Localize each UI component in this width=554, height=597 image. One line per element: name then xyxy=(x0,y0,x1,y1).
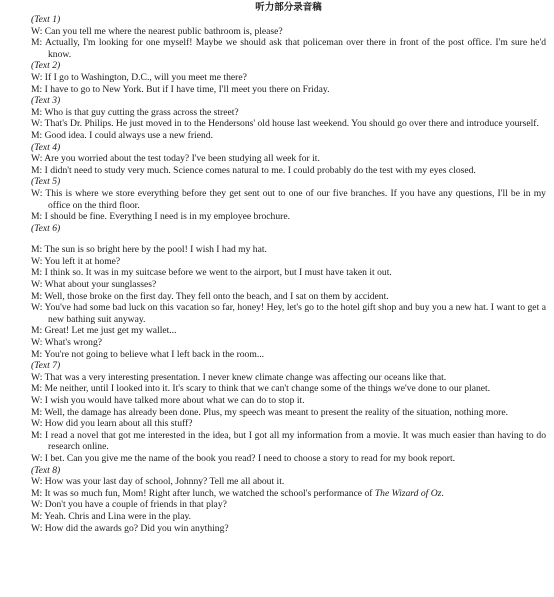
dialogue-text: What about your sunglasses? xyxy=(44,279,157,291)
dialogue-line xyxy=(31,302,546,325)
dialogue-line xyxy=(31,153,546,165)
speaker-label: M: xyxy=(31,510,43,522)
dialogue-text: You've had some bad luck on this vacation so far, honey! Hey, let's go to the hotel gift shop and buy you a new hat. I want to get a new bathing suit anyway. xyxy=(44,302,546,325)
speaker-label: M: xyxy=(31,290,43,302)
document-title: 听力部分录音稿 xyxy=(255,2,322,13)
dialogue-line xyxy=(31,476,546,488)
dialogue-text: Great! Let me just get my wallet... xyxy=(44,325,177,337)
transcript-section xyxy=(31,360,546,464)
section-label: (Text 5) xyxy=(31,176,61,188)
dialogue-text: Can you tell me where the nearest public bathroom is, please? xyxy=(44,25,283,37)
speaker-label: W: xyxy=(31,418,43,430)
dialogue-text: I think so. It was in my suitcase before we went to the airport, but I must have taken it out. xyxy=(44,267,392,279)
dialogue-line xyxy=(31,130,546,142)
dialogue-line xyxy=(31,523,546,535)
dialogue-line xyxy=(31,511,546,523)
dialogue-line xyxy=(31,279,546,291)
transcript-body xyxy=(31,14,546,534)
speaker-label: M: xyxy=(31,244,43,256)
speaker-label: M: xyxy=(31,129,43,141)
section-spacer xyxy=(31,234,546,244)
dialogue-line xyxy=(31,499,546,511)
speaker-label: M: xyxy=(31,348,43,360)
dialogue-text: I wish you would have talked more about what we can do to stop it. xyxy=(44,395,305,406)
speaker-label: W: xyxy=(31,187,43,199)
dialogue-text: You left it at home? xyxy=(44,255,121,267)
transcript-section xyxy=(31,14,546,60)
dialogue-text: That was a very interesting presentation. I never knew climate change was affecting our oceans like that. xyxy=(44,371,447,383)
speaker-label: M: xyxy=(31,325,43,337)
dialogue-line xyxy=(31,349,546,361)
dialogue-line xyxy=(31,383,546,395)
dialogue-text: Well, those broke on the first day. They fell onto the beach, and I sat on them by accident. xyxy=(44,290,389,302)
section-label: (Text 2) xyxy=(31,60,61,72)
dialogue-line xyxy=(31,107,546,119)
speaker-label: W: xyxy=(31,118,43,130)
section-label: (Text 4) xyxy=(31,141,61,153)
dialogue-line xyxy=(31,395,546,407)
speaker-label: M: xyxy=(31,406,43,418)
speaker-label: W: xyxy=(31,499,43,511)
dialogue-line xyxy=(31,488,546,500)
dialogue-text: The sun is so bright here by the pool! I wish I had my hat. xyxy=(44,244,267,256)
transcript-section xyxy=(31,465,546,535)
dialogue-line xyxy=(31,84,546,96)
dialogue-line xyxy=(31,291,546,303)
dialogue-line xyxy=(31,256,546,268)
dialogue-text: Don't you have a couple of friends in that play? xyxy=(44,499,227,511)
speaker-label: M: xyxy=(31,429,43,441)
dialogue-text: Good idea. I could always use a new friend. xyxy=(44,129,213,141)
dialogue-line xyxy=(31,211,546,223)
dialogue-text: I have to go to New York. But if I have time, I'll meet you there on Friday. xyxy=(44,83,330,95)
speaker-label: W: xyxy=(31,337,43,349)
dialogue-text: Well, the damage has already been done. Plus, my speech was meant to present the reality of the situation, nothing more. xyxy=(44,406,509,418)
dialogue-line xyxy=(31,26,546,38)
dialogue-line xyxy=(31,37,546,60)
speaker-label: W: xyxy=(31,25,43,37)
dialogue-line xyxy=(31,72,546,84)
dialogue-text: I read a novel that got me interested in the idea, but I got all my information from a movie. It was much easier than having to do research online. xyxy=(44,429,546,453)
dialogue-line xyxy=(31,453,546,465)
speaker-label: W: xyxy=(31,476,43,488)
section-label: (Text 6) xyxy=(31,222,61,234)
speaker-label: W: xyxy=(31,371,43,383)
dialogue-text: Are you worried about the test today? I've been studying all week for it. xyxy=(44,153,320,165)
speaker-label: W: xyxy=(31,153,43,165)
dialogue-text: It was so much fun, Mom! Right after lunch, we watched the school's performance of xyxy=(44,487,375,499)
dialogue-text: This is where we store everything before they get sent out to one of our five branches. If you have any questions, I'll be in my office on the third floor. xyxy=(45,187,546,211)
section-label: (Text 3) xyxy=(31,95,61,107)
dialogue-text: How did you learn about all this stuff? xyxy=(44,418,193,430)
speaker-label: M: xyxy=(31,383,43,395)
dialogue-line xyxy=(31,337,546,349)
transcript-section xyxy=(31,95,546,141)
play-title: The Wizard of Oz xyxy=(374,487,442,499)
transcript-section xyxy=(31,176,546,222)
dialogue-text: I bet. Can you give me the name of the book you read? I need to choose a story to read for my book report. xyxy=(44,452,456,464)
speaker-label: M: xyxy=(31,267,43,279)
speaker-label: W: xyxy=(31,522,43,534)
speaker-label: W: xyxy=(31,302,43,314)
dialogue-line xyxy=(31,372,546,384)
dialogue-line xyxy=(31,407,546,419)
dialogue-text: What's wrong? xyxy=(44,337,103,349)
dialogue-line xyxy=(31,418,546,430)
speaker-label: M: xyxy=(31,164,43,176)
dialogue-line xyxy=(31,244,546,256)
speaker-label: M: xyxy=(31,106,43,118)
dialogue-text: Who is that guy cutting the grass across the street? xyxy=(44,106,239,118)
speaker-label: M: xyxy=(31,37,43,49)
dialogue-text: I didn't need to study very much. Science comes natural to me. I could probably do the test with my eyes closed. xyxy=(44,164,476,176)
transcript-section xyxy=(31,142,546,177)
dialogue-text: Actually, I'm looking for one myself! Maybe we should ask that policeman over there in front of the post office. I'm sure he'd know. xyxy=(45,37,546,60)
dialogue-line xyxy=(31,430,546,453)
dialogue-text: I should be fine. Everything I need is in my employee brochure. xyxy=(44,211,290,223)
dialogue-text: How did the awards go? Did you win anything? xyxy=(44,522,229,534)
dialogue-text: If I go to Washington, D.C., will you meet me there? xyxy=(44,71,247,83)
speaker-label: W: xyxy=(31,279,43,291)
dialogue-text: Yeah. Chris and Lina were in the play. xyxy=(44,510,192,522)
speaker-label: M: xyxy=(31,487,43,499)
section-label: (Text 8) xyxy=(31,464,61,476)
speaker-label: M: xyxy=(31,83,43,95)
dialogue-line xyxy=(31,325,546,337)
dialogue-line xyxy=(31,118,546,130)
speaker-label: W: xyxy=(31,452,43,464)
dialogue-text: That's Dr. Philips. He just moved in to the Hendersons' old house last weekend. You should go over there and introduce yourself. xyxy=(44,118,539,130)
section-label: (Text 7) xyxy=(31,360,61,372)
speaker-label: W: xyxy=(31,71,43,83)
dialogue-line xyxy=(31,267,546,279)
speaker-label: W: xyxy=(31,255,43,267)
dialogue-line xyxy=(31,188,546,211)
dialogue-line xyxy=(31,165,546,177)
speaker-label: M: xyxy=(31,211,43,223)
dialogue-text-end: . xyxy=(441,487,444,499)
section-label: (Text 1) xyxy=(31,14,61,25)
speaker-label: W: xyxy=(31,395,43,406)
transcript-section xyxy=(31,60,546,95)
dialogue-text: Me neither, until I looked into it. It's scary to think that we can't change some of the things we've done to our planet. xyxy=(44,383,491,395)
dialogue-text: How was your last day of school, Johnny? Tell me all about it. xyxy=(44,476,285,488)
transcript-section xyxy=(31,223,546,361)
dialogue-text: You're not going to believe what I left back in the room... xyxy=(44,348,265,360)
